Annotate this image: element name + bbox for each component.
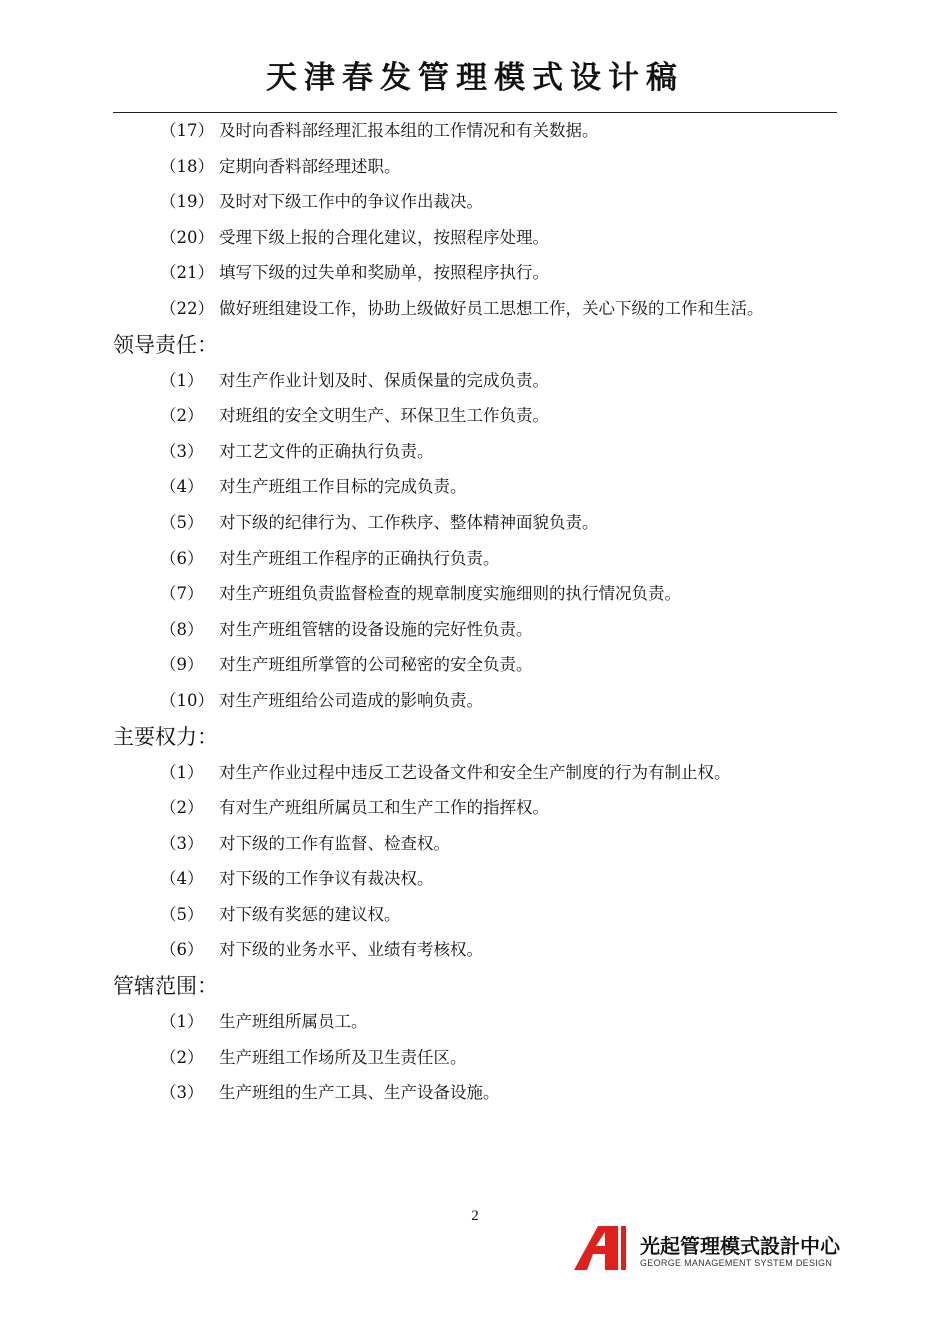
item-text: 有对生产班组所属员工和生产工作的指挥权。 xyxy=(219,798,549,818)
item-number: （1） xyxy=(160,762,204,782)
item-text: 对下级的纪律行为、工作秩序、整体精神面貌负责。 xyxy=(219,512,599,532)
item-number: （3） xyxy=(160,1083,204,1103)
item-text: 生产班组的生产工具、生产设备设施。 xyxy=(219,1083,500,1103)
page-title: 天津春发管理模式设计稿 xyxy=(266,60,684,96)
item-number: （1） xyxy=(160,370,204,390)
item-text: 对工艺文件的正确执行负责。 xyxy=(219,441,434,461)
list-item xyxy=(0,753,950,789)
item-number: （4） xyxy=(160,477,204,497)
section-heading-text: 主要权力： xyxy=(113,724,218,749)
item-number: （5） xyxy=(160,512,204,532)
item-text: 对生产作业过程中违反工艺设备文件和安全生产制度的行为有制止权。 xyxy=(219,762,731,782)
item-number: （3） xyxy=(160,833,204,853)
item-number: （22） xyxy=(160,298,214,318)
section-heading xyxy=(0,717,950,753)
item-text: 填写下级的过失单和奖励单，按照程序执行。 xyxy=(219,263,549,283)
item-text: 对班组的安全文明生产、环保卫生工作负责。 xyxy=(219,406,549,426)
item-number: （3） xyxy=(160,441,204,461)
item-number: （10） xyxy=(160,690,214,710)
item-text: 生产班组工作场所及卫生责任区。 xyxy=(219,1047,467,1067)
item-number: （6） xyxy=(160,940,204,960)
list-item xyxy=(0,289,950,325)
document-body xyxy=(0,111,950,1109)
item-number: （9） xyxy=(160,655,204,675)
item-number: （2） xyxy=(160,406,204,426)
list-item xyxy=(0,253,950,289)
list-item xyxy=(0,111,950,147)
item-number: （5） xyxy=(160,904,204,924)
list-item xyxy=(0,930,950,966)
list-item xyxy=(0,1073,950,1109)
item-number: （18） xyxy=(160,156,214,176)
item-number: （17） xyxy=(160,121,214,140)
item-text: 对生产班组所掌管的公司秘密的安全负责。 xyxy=(219,655,533,675)
list-item xyxy=(0,610,950,646)
item-text: 对生产班组工作目标的完成负责。 xyxy=(219,477,467,497)
list-item xyxy=(0,824,950,860)
item-number: （4） xyxy=(160,869,204,889)
list-item xyxy=(0,182,950,218)
page-number: 2 xyxy=(471,1208,479,1224)
item-text: 及时向香料部经理汇报本组的工作情况和有关数据。 xyxy=(219,121,599,140)
list-item xyxy=(0,1002,950,1038)
list-item xyxy=(0,503,950,539)
item-text: 对生产班组管辖的设备设施的完好性负责。 xyxy=(219,619,533,639)
logo-chinese-name: 光起管理模式設計中心 xyxy=(640,1234,840,1258)
item-number: （20） xyxy=(160,227,214,247)
list-item xyxy=(0,147,950,183)
list-item xyxy=(0,645,950,681)
list-item xyxy=(0,432,950,468)
item-text: 对下级的工作有监督、检查权。 xyxy=(219,833,450,853)
list-item xyxy=(0,788,950,824)
list-item xyxy=(0,396,950,432)
item-text: 生产班组所属员工。 xyxy=(219,1012,368,1032)
list-item xyxy=(0,681,950,717)
item-number: （6） xyxy=(160,548,204,568)
item-text: 对生产班组给公司造成的影响负责。 xyxy=(219,690,483,710)
list-item xyxy=(0,1038,950,1074)
item-number: （21） xyxy=(160,263,214,283)
item-text: 对生产班组负责监督检查的规章制度实施细则的执行情况负责。 xyxy=(219,584,681,604)
list-item xyxy=(0,895,950,931)
item-number: （19） xyxy=(160,192,214,212)
company-logo xyxy=(574,1226,839,1272)
item-text: 对下级的业务水平、业绩有考核权。 xyxy=(219,940,483,960)
item-text: 对生产班组工作程序的正确执行负责。 xyxy=(219,548,500,568)
list-item xyxy=(0,539,950,575)
logo-english-name: GEORGE MANAGEMENT SYSTEM DESIGN xyxy=(640,1258,833,1268)
section-heading-text: 领导责任： xyxy=(113,332,218,357)
item-number: （2） xyxy=(160,798,204,818)
item-number: （2） xyxy=(160,1047,204,1067)
item-text: 做好班组建设工作，协助上级做好员工思想工作，关心下级的工作和生活。 xyxy=(219,298,764,318)
section-heading xyxy=(0,325,950,361)
item-text: 受理下级上报的合理化建议，按照程序处理。 xyxy=(219,227,549,247)
section-heading-text: 管辖范围： xyxy=(113,974,218,999)
section-heading xyxy=(0,966,950,1002)
item-text: 对生产作业计划及时、保质保量的完成负责。 xyxy=(219,370,549,390)
item-number: （7） xyxy=(160,584,204,604)
item-text: 定期向香料部经理述职。 xyxy=(219,156,401,176)
logo-a-mark-icon xyxy=(574,1226,634,1270)
list-item xyxy=(0,574,950,610)
item-number: （8） xyxy=(160,619,204,639)
item-text: 及时对下级工作中的争议作出裁决。 xyxy=(219,192,483,212)
list-item xyxy=(0,467,950,503)
list-item xyxy=(0,859,950,895)
item-text: 对下级的工作争议有裁决权。 xyxy=(219,869,434,889)
list-item xyxy=(0,218,950,254)
item-text: 对下级有奖惩的建议权。 xyxy=(219,904,401,924)
item-number: （1） xyxy=(160,1012,204,1032)
list-item xyxy=(0,361,950,397)
